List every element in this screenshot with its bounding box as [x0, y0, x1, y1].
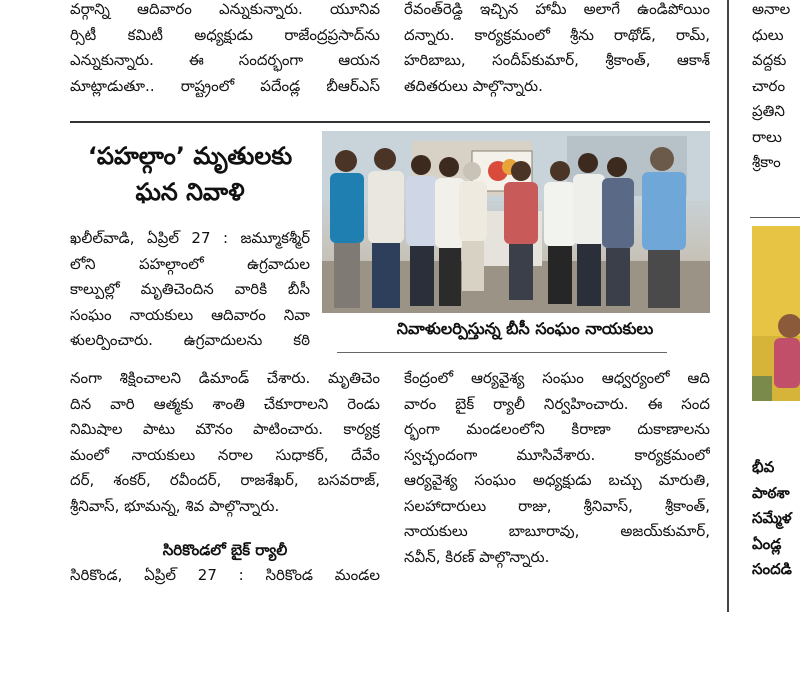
text-line: ర్భంగా మండలంలోని కిరాణా దుకాణాలను — [404, 420, 710, 438]
sub-story-body — [70, 563, 380, 589]
text-line: ఖలీల్‌వాడి, ఏప్రిల్‌ 27 : జమ్మూకశ్మీర్‌ — [70, 229, 310, 247]
text-line: ళులర్పించారు. ఉగ్రవాదులను కఠి — [70, 331, 310, 349]
text-line: ర్సిటీ కమిటీ అధ్యక్షుడు రాజేంద్రప్రసాద్‌ను — [70, 25, 380, 44]
right-column-divider — [750, 217, 800, 218]
text-line: దిన వారి ఆత్మకు శాంతి చేకూరాలని రెండు — [70, 394, 380, 413]
text-line: ఏండ్ల — [752, 534, 782, 553]
article-top-middle — [404, 0, 710, 99]
text-line: సలహాదారులు రాజు, శ్రీనివాస్‌, శ్రీకాంత్‌, — [404, 496, 710, 515]
text-line: కేంద్రంలో ఆర్యవైశ్య సంఘం ఆధ్వర్యంలో ఆది — [404, 369, 710, 387]
text-line: కాల్పుల్లో మృతిచెందిన వారికి బీసీ — [70, 280, 310, 298]
story-body-left-continued — [70, 366, 380, 519]
text-line: ఎన్నుకున్నారు. ఈ సందర్భంగా ఆయన — [70, 51, 380, 69]
right-column-top-fragment — [752, 0, 800, 176]
text-line: ఆర్యవైశ్య సంఘం అధ్యక్షుడు బచ్చు మారుతి, — [404, 471, 710, 489]
text-line: భీవ — [752, 458, 775, 476]
text-line: అనాల — [752, 0, 791, 18]
text-line: నవీన్‌, కిరణ్‌ పాల్గొన్నారు. — [404, 547, 550, 566]
story-body-left — [70, 226, 310, 354]
text-line: శ్రీనివాస్‌, భూమన్న, శివ పాల్గొన్నారు. — [70, 496, 280, 515]
text-line: దన్నారు. కార్యక్రమంలో శ్రీను రాథోడ్‌, రామ్‌, — [404, 25, 710, 44]
text-line: నిమిషాల పాటు మౌనం పాటించారు. కార్యక్ర — [70, 420, 380, 438]
text-line: వద్దకు — [752, 51, 787, 69]
text-line: శ్రీకాం — [752, 153, 781, 171]
text-line: రేవంత్‌రెడ్డి ఇచ్చిన హామీ అలాగే ఉండిపోయిం — [404, 0, 710, 18]
right-photo-illustration — [752, 226, 800, 401]
text-line: తదితరులు పాల్గొన్నారు. — [404, 76, 543, 95]
sub-headline: సిరికొండలో బైక్‌ ర్యాలీ — [162, 541, 288, 559]
text-line: ధులు — [752, 25, 784, 44]
story-body-middle — [404, 366, 710, 570]
text-line: దర్‌, శంకర్‌, రవీందర్‌, రాజశేఖర్‌, బసవరాజ్‌, — [70, 471, 380, 489]
text-line: మంలో నాయకులు నరాల సుధాకర్‌, దేవేం — [70, 445, 380, 464]
right-column-photo — [752, 226, 800, 401]
article-top-left — [70, 0, 380, 99]
text-line: సందడి — [752, 560, 792, 578]
caption-underline — [337, 352, 667, 353]
text-line: మాట్లాడుతూ.. రాష్ట్రంలో పదేండ్ల బీఆర్‌ఎస్‌ — [70, 76, 380, 95]
text-line: సమ్మేళ — [752, 509, 792, 527]
section-divider — [70, 121, 710, 123]
text-line: సిరికొండ, ఏప్రిల్‌ 27 : సిరికొండ మండల — [70, 566, 380, 584]
text-line: పాఠశా — [752, 483, 790, 502]
group-photo-illustration — [322, 131, 710, 313]
text-line: ప్రతిని — [752, 102, 785, 120]
right-column-bottom-fragment — [752, 455, 800, 583]
headline — [70, 138, 310, 210]
text-line: రాలు — [752, 127, 782, 146]
text-line: వర్గాన్ని ఆదివారం ఎన్నుకున్నారు. యూనివ — [70, 0, 380, 18]
text-line: సంఘం నాయకులు ఆదివారం నివా — [70, 305, 310, 324]
text-line: వారం బైక్‌ ర్యాలీ నిర్వహించారు. ఈ సంద — [404, 394, 710, 413]
text-line: హరిబాబు, సందీప్‌కుమార్‌, శ్రీకాంత్‌, ఆకాశ్‌ — [404, 51, 710, 69]
news-photo — [322, 131, 710, 313]
text-line: ‘పహల్గాం’ మృతులకు — [87, 142, 293, 170]
photo-caption: నివాళులర్పిస్తున్న బీసీ సంఘం నాయకులు — [396, 319, 654, 338]
column-rule — [727, 0, 729, 612]
text-line: స్వచ్ఛందంగా మూసివేశారు. కార్యక్రమంలో — [404, 445, 710, 464]
text-line: నాయకులు బాబూరావు, అజయ్‌కుమార్‌, — [404, 522, 710, 540]
text-line: ఘన నివాళి — [135, 178, 245, 206]
text-line: నంగా శిక్షించాలని డిమాండ్‌ చేశారు. మృతిచెం — [70, 369, 380, 387]
text-line: చారం — [752, 76, 786, 95]
text-line: లోని పహల్గాంలో ఉగ్రవాదుల — [70, 254, 310, 273]
